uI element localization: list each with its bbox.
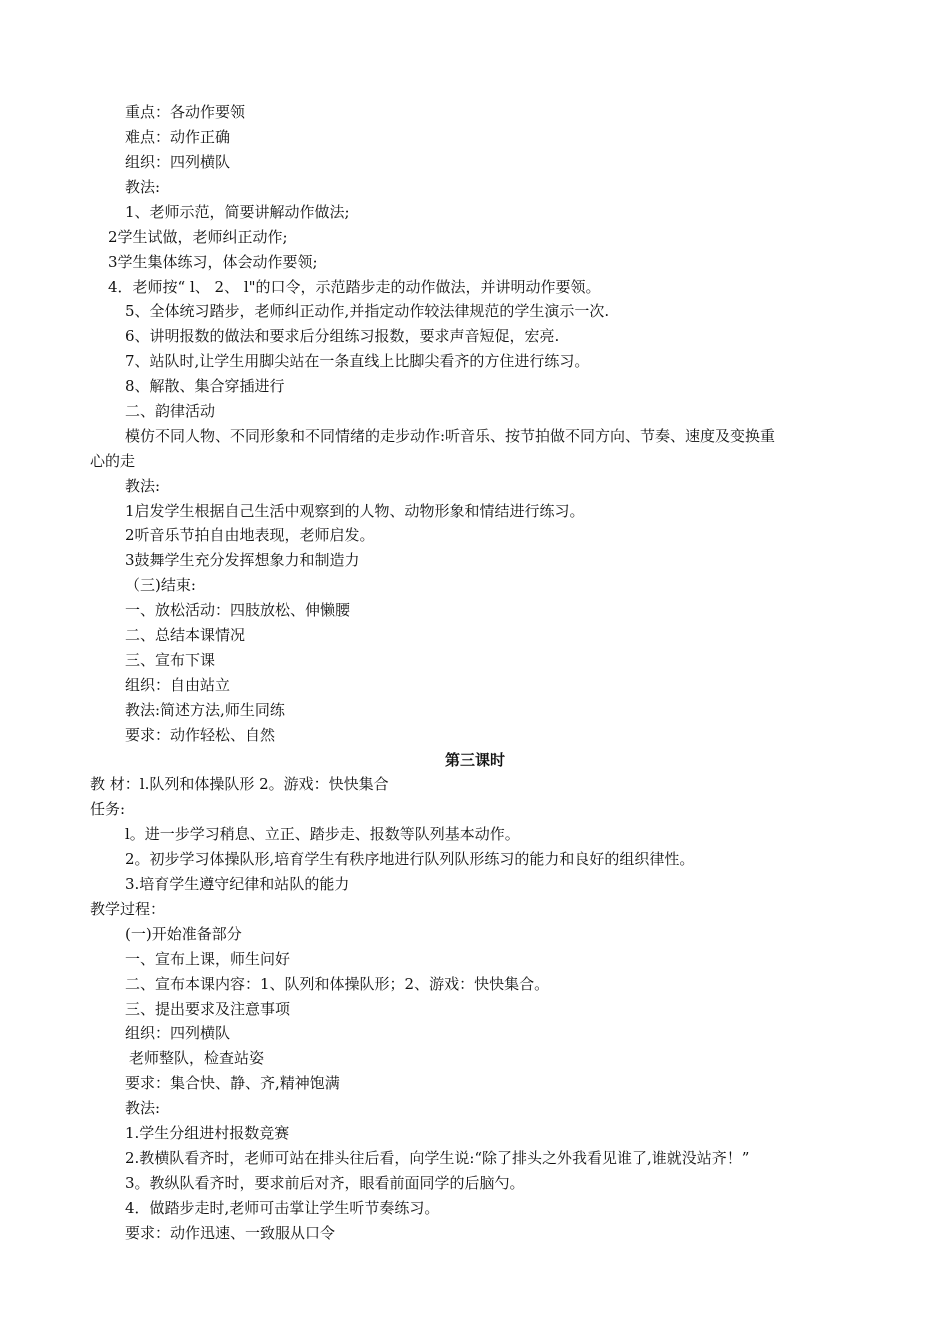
key-point-line: 重点：各动作要领 (125, 103, 246, 121)
method-step-8: 8、解散、集合穿插进行 (125, 377, 285, 395)
task-label: 任务: (90, 800, 126, 818)
organization-line: 组织：四列横队 (125, 1024, 231, 1042)
ending-heading: （三)结束: (125, 576, 196, 594)
task-item-1: l。进一步学习稍息、立正、踏步走、报数等队列基本动作。 (125, 825, 520, 843)
method-step-1: 1.学生分组进村报数竞赛 (125, 1124, 290, 1142)
requirement-line: 要求：动作迅速、一致服从口令 (125, 1224, 336, 1242)
prep-item-2: 二、宣布本课内容：1、队列和体操队形；2、游戏：快快集合。 (125, 975, 550, 993)
method-step-4: 4．做踏步走时,老师可击掌让学生听节奏练习。 (125, 1199, 440, 1217)
organization-line: 组织：自由站立 (125, 676, 231, 694)
method-step-5: 5、全体统习踏步，老师纠正动作,并指定动作较法律规范的学生演示一次. (125, 302, 610, 320)
method-step-4: 4．老师按“ l、 2、 l"的口令，示范踏步走的动作做法，并讲明动作要领。 (108, 278, 601, 296)
rhythm-step-3: 3鼓舞学生充分发挥想象力和制造力 (125, 551, 360, 569)
difficulty-line: 难点：动作正确 (125, 128, 231, 146)
teaching-material-line: 教 材：l.队列和体操队形 2。游戏：快快集合 (90, 775, 389, 793)
teacher-line: 老师整队，检查站姿 (129, 1049, 265, 1067)
task-item-3: 3.培育学生遵守纪律和站队的能力 (125, 875, 350, 893)
method-label: 教法: (125, 178, 161, 196)
method-step-1: 1、老师示范，简要讲解动作做法; (125, 203, 350, 221)
rhythm-description: 模仿不同人物、不同形象和不同情绪的走步动作:听音乐、按节拍做不同方向、节奏、速度及变换重 (125, 427, 776, 445)
prep-item-1: 一、宣布上课，师生问好 (125, 950, 291, 968)
requirement-line: 要求：集合快、静、齐,精神饱满 (125, 1074, 340, 1092)
relax-activity-line: 一、放松活动：四肢放松、伸懒腰 (125, 601, 351, 619)
rhythm-activity-heading: 二、韵律活动 (125, 402, 216, 420)
method-step-2: 2.教横队看齐时，老师可站在排头往后看，向学生说:“除了排头之外我看见谁了,谁就没站齐！” (125, 1149, 750, 1167)
method-step-2: 2学生试做，老师纠正动作; (108, 228, 288, 246)
prep-item-3: 三、提出要求及注意事项 (125, 1000, 291, 1018)
rhythm-description-continued: 心的走 (90, 452, 136, 470)
lesson-title: 第三课时 (444, 751, 505, 769)
method-step-6: 6、讲明报数的做法和要求后分组练习报数，要求声音短促，宏亮. (125, 327, 560, 345)
rhythm-step-2: 2听音乐节拍自由地表现，老师启发。 (125, 526, 375, 544)
rhythm-step-1: 1启发学生根据自己生活中观察到的人物、动物形象和情结进行练习。 (125, 502, 585, 520)
preparation-heading: (一)开始准备部分 (125, 925, 242, 943)
requirement-line: 要求：动作轻松、自然 (125, 726, 276, 744)
task-item-2: 2。初步学习体操队形,培育学生有秩序地进行队列队形练习的能力和良好的组织律性。 (125, 850, 695, 868)
summary-line: 二、总结本课情况 (125, 626, 246, 644)
method-step-7: 7、站队时,让学生用脚尖站在一条直线上比脚尖看齐的方住进行练习。 (125, 352, 590, 370)
organization-line: 组织：四列横队 (125, 153, 231, 171)
dismiss-line: 三、宣布下课 (125, 651, 216, 669)
method-step-3: 3学生集体练习，体会动作要领; (108, 253, 318, 271)
method-label: 教法: (125, 477, 161, 495)
method-label: 教法: (125, 1099, 161, 1117)
teaching-process-label: 教学过程： (90, 900, 166, 918)
method-line: 教法:简述方法,师生同练 (125, 701, 285, 719)
method-step-3: 3。教纵队看齐时，要求前后对齐，眼看前面同学的后脑勺。 (125, 1174, 525, 1192)
